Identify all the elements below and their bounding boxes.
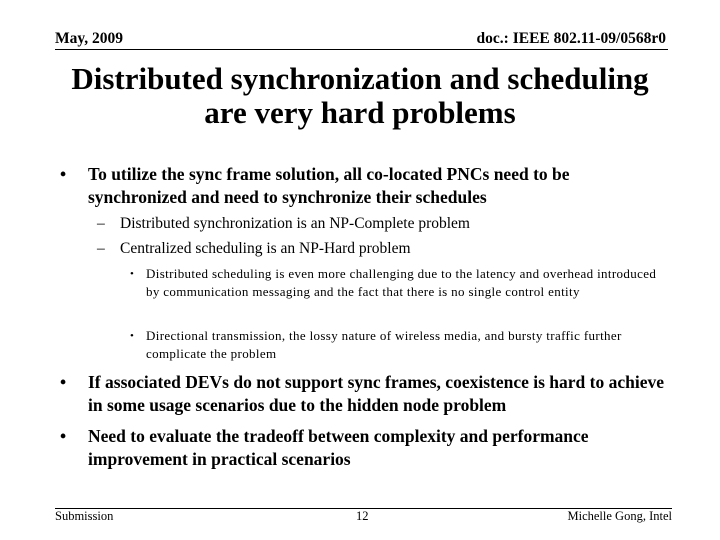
footer-author: Michelle Gong, Intel <box>567 509 672 523</box>
sub-bullet-text: Distributed synchronization is an NP-Complete problem <box>120 215 470 232</box>
dash-marker: – <box>97 215 105 232</box>
bullet-marker: • <box>130 268 135 280</box>
sub-sub-bullet-latency <box>130 265 660 301</box>
sub-sub-bullet-text: Distributed scheduling is even more challenging due to the latency and overhead introduced by communication messaging and the fact that there is no single control entity <box>146 266 657 299</box>
footer-page-number: 12 <box>356 509 369 523</box>
header-rule <box>55 49 668 50</box>
bullet-text: Need to evaluate the tradeoff between complexity and performance improvement in practical scenarios <box>88 426 589 469</box>
slide-title <box>40 62 680 130</box>
bullet-tradeoff <box>60 425 672 471</box>
sub-bullet-np-hard <box>97 239 667 259</box>
sub-bullet-np-complete <box>97 214 667 234</box>
sub-sub-bullet-text: Directional transmission, the lossy nature of wireless media, and bursty traffic further complicate the problem <box>146 328 622 361</box>
bullet-text: To utilize the sync frame solution, all co-located PNCs need to be synchronized and need to synchronize their schedules <box>88 164 570 207</box>
bullet-marker: • <box>60 372 67 392</box>
bullet-hidden-node <box>60 371 672 417</box>
header-date: May, 2009 <box>55 30 124 47</box>
bullet-marker: • <box>130 330 135 342</box>
header-doc-id: doc.: IEEE 802.11-09/0568r0 <box>476 30 666 47</box>
dash-marker: – <box>97 240 105 257</box>
bullet-text: If associated DEVs do not support sync frames, coexistence is hard to achieve in some usage scenarios due to the hidden node problem <box>88 372 665 415</box>
bullet-marker: • <box>60 164 67 184</box>
bullet-sync-frame <box>60 163 672 209</box>
footer-submission: Submission <box>55 509 114 523</box>
title-line-1: Distributed synchronization and scheduling <box>71 61 649 96</box>
sub-bullet-text: Centralized scheduling is an NP-Hard problem <box>120 240 411 257</box>
title-line-2: are very hard problems <box>204 95 516 130</box>
sub-sub-bullet-directional <box>130 327 660 363</box>
bullet-marker: • <box>60 426 67 446</box>
